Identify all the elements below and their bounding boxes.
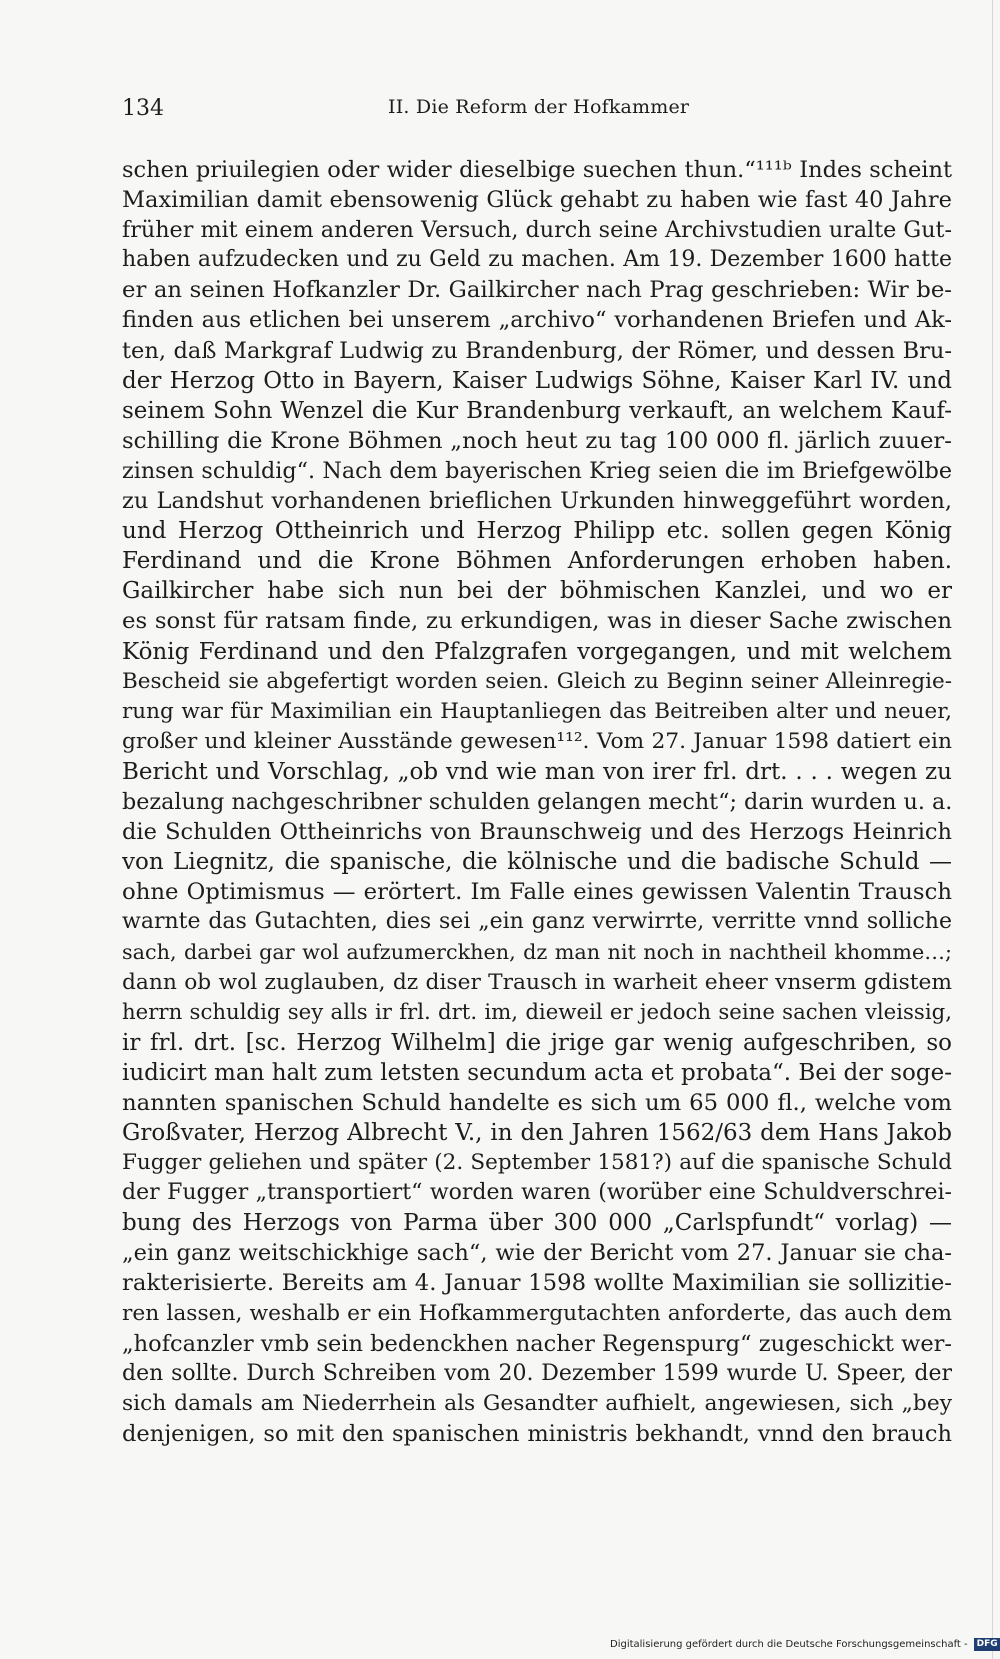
text-line: bezalung nachgeschribner schulden gelangen mecht“; darin wurden u. a. <box>122 788 952 815</box>
text-line: schen priuilegien oder wider dieselbige suechen thun.“¹¹¹ᵇ Indes scheint <box>122 157 952 183</box>
text-line: dann ob wol zuglauben, dz diser Trausch in warheit eheer vnserm gdistem <box>122 969 952 995</box>
text-line: zinsen schuldig“. Nach dem bayerischen Krieg seien die im Briefgewölbe <box>122 457 952 484</box>
text-line: herrn schuldig sey alls ir frl. drt. im, dieweil er jedoch seine sachen vleissig, <box>122 999 952 1025</box>
body-text <box>122 155 952 1449</box>
text-line: ten, daß Markgraf Ludwig zu Brandenburg, der Römer, und dessen Bru- <box>122 337 952 364</box>
text-line: iudicirt man halt zum letsten secundum acta et probata“. Bei der soge- <box>122 1059 952 1086</box>
text-line: „hofcanzler vmb sein bedenckhen nacher Regenspurg“ zugeschickt wer- <box>122 1330 952 1357</box>
text-line: früher mit einem anderen Versuch, durch seine Archivstudien uralte Gut- <box>122 217 952 244</box>
text-line: ir frl. drt. [sc. Herzog Wilhelm] die jrige gar wenig aufgeschriben, so <box>122 1029 952 1056</box>
text-line: Großvater, Herzog Albrecht V., in den Jahren 1562/63 dem Hans Jakob <box>122 1120 952 1146</box>
text-line: der Herzog Otto in Bayern, Kaiser Ludwigs Söhne, Kaiser Karl IV. und <box>122 367 952 394</box>
text-line: Ferdinand und die Krone Böhmen Anforderungen erhoben haben. <box>122 548 952 575</box>
text-line: Fugger geliehen und später (2. September 1581?) auf die spanische Schuld <box>122 1150 952 1176</box>
text-line: seinem Sohn Wenzel die Kur Brandenburg verkauft, an welchem Kauf- <box>122 397 952 424</box>
footer-text: Digitalisierung gefördert durch die Deutsche Forschungsgemeinschaft - <box>610 1638 968 1650</box>
text-line: den sollte. Durch Schreiben vom 20. Dezember 1599 wurde U. Speer, der <box>122 1360 952 1386</box>
text-line: warnte das Gutachten, dies sei „ein ganz verwirrte, verritte vnnd solliche <box>122 909 952 935</box>
text-line: Maximilian damit ebensowenig Glück gehabt zu haben wie fast 40 Jahre <box>122 187 952 214</box>
text-line: bung des Herzogs von Parma über 300 000 „Carlspfundt“ vorlag) — <box>122 1210 952 1237</box>
dfg-logo-icon: DFG <box>974 1638 1000 1651</box>
text-line: sach, darbei gar wol aufzumerckhen, dz man nit noch in nachtheil khomme…; <box>122 940 952 965</box>
text-line: die Schulden Ottheinrichs von Braunschweig und des Herzogs Heinrich <box>122 819 952 846</box>
text-line: Bericht und Vorschlag, „ob vnd wie man von irer frl. drt. . . . wegen zu <box>122 758 952 785</box>
text-line: der Fugger „transportiert“ worden waren (worüber eine Schuldverschrei- <box>122 1180 952 1206</box>
text-line: und Herzog Ottheinrich und Herzog Philipp etc. sollen gegen König <box>122 518 952 545</box>
page-header <box>122 96 952 128</box>
text-line: denjenigen, so mit den spanischen ministris bekhandt, vnnd den brauch <box>122 1420 952 1447</box>
text-line: es sonst für ratsam finde, zu erkundigen, was in dieser Sache zwischen <box>122 608 952 635</box>
text-line: schilling die Krone Böhmen „noch heut zu tag 100 000 fl. järlich zuuer- <box>122 427 952 454</box>
running-title: II. Die Reform der Hofkammer <box>388 96 690 118</box>
text-line: finden aus etlichen bei unserem „archivo“ vorhandenen Briefen und Ak- <box>122 307 952 334</box>
text-line: rakterisierte. Bereits am 4. Januar 1598 wollte Maximilian sie sollizitie- <box>122 1270 952 1297</box>
text-line: Gailkircher habe sich nun bei der böhmischen Kanzlei, und wo er <box>122 578 952 605</box>
text-line: haben aufzudecken und zu Geld zu machen. Am 19. Dezember 1600 hatte <box>122 247 952 273</box>
text-line: Bescheid sie abgefertigt worden seien. Gleich zu Beginn seiner Alleinregie- <box>122 668 952 694</box>
text-line: „ein ganz weitschickhige sach“, wie der Bericht vom 27. Januar sie cha- <box>122 1240 952 1267</box>
page-edge-line <box>992 0 993 1659</box>
page-number: 134 <box>122 96 164 121</box>
text-line: rung war für Maximilian ein Hauptanliegen das Beitreiben alter und neuer, <box>122 698 952 724</box>
text-line: von Liegnitz, die spanische, die kölnische und die badische Schuld — <box>122 849 952 876</box>
text-line: sich damals am Niederrhein als Gesandter aufhielt, angewiesen, sich „bey <box>122 1390 952 1416</box>
text-line: er an seinen Hofkanzler Dr. Gailkircher nach Prag geschrieben: Wir be- <box>122 277 952 304</box>
text-line: ohne Optimismus — erörtert. Im Falle eines gewissen Valentin Trausch <box>122 879 952 906</box>
text-line: zu Landshut vorhandenen brieflichen Urkunden hinweggeführt worden, <box>122 488 952 515</box>
text-line: ren lassen, weshalb er ein Hofkammergutachten anforderte, das auch dem <box>122 1300 952 1326</box>
digitization-footer <box>610 1636 998 1652</box>
text-line: nannten spanischen Schuld handelte es sich um 65 000 fl., welche vom <box>122 1089 952 1116</box>
text-line: König Ferdinand und den Pfalzgrafen vorgegangen, und mit welchem <box>122 638 952 665</box>
text-line: großer und kleiner Ausstände gewesen¹¹². Vom 27. Januar 1598 datiert ein <box>122 728 952 754</box>
